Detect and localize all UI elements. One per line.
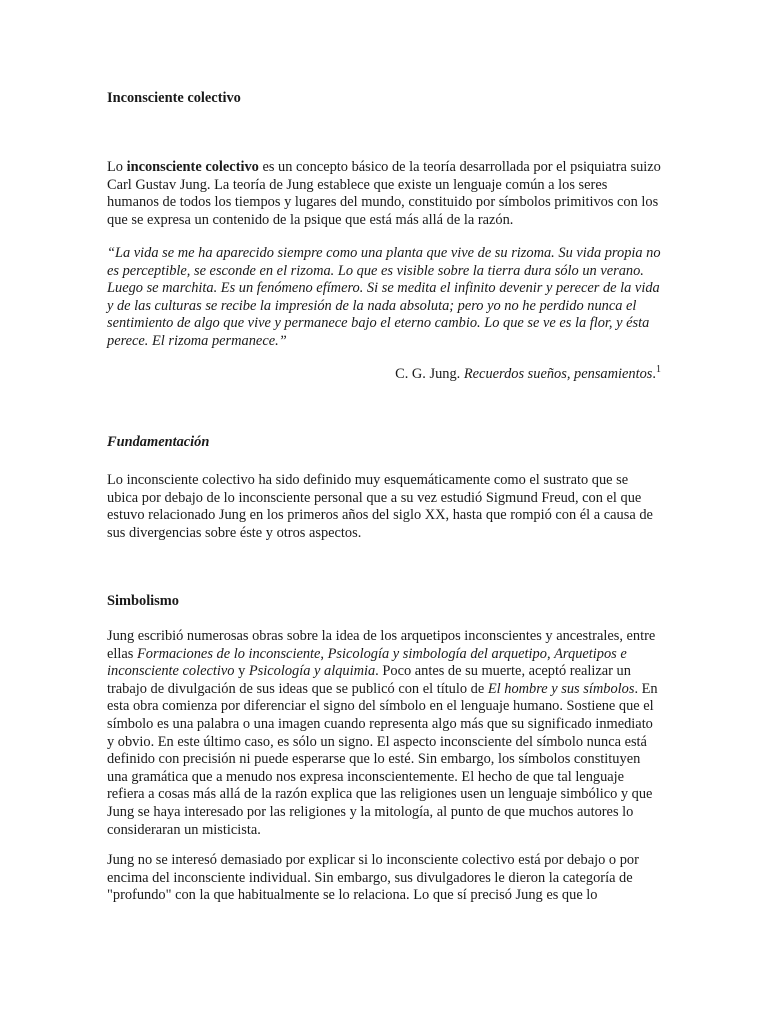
citation-work: Recuerdos sueños, pensamientos <box>463 366 653 382</box>
work-title: Psicología y simbología del arquetipo <box>327 645 547 662</box>
text-run: Jung escribió numerosas obras sobre la idea de los arquetipos inconscientes y ancestrales, entre ellas <box>107 628 656 662</box>
work-title: Arquetipos e inconsciente colectivo <box>107 645 627 680</box>
heading-fundamentacion: Fundamentación <box>107 434 210 450</box>
text-run: , <box>320 645 328 662</box>
work-title: El hombre y sus símbolos <box>487 680 635 697</box>
text-run: . En esta obra comienza por diferenciar el signo del símbolo en el lenguaje humano. Sostiene que el símbolo es una palabra o una imagen cuando representa algo más que su significado inmediato y obvio. En este último caso, es sólo un signo. El aspecto inconsciente del símbolo nunca está definido con precisión ni puede esperarse que lo esté. Sin embargo, los símbolos constituyen una gramática que a menudo nos expresa inconscientemente. El hecho de que tal lenguaje refiera a cosas más allá de la razón explica que las religiones usen un lenguaje simbólico y que Jung se haya interesado por las religiones y la mitología, al punto de que muchos autores lo consideraran un misticista. <box>107 680 658 838</box>
quote-citation <box>395 366 661 384</box>
intro-paragraph <box>107 159 662 229</box>
heading-simbolismo: Simbolismo <box>107 593 179 609</box>
fundamentacion-paragraph: Lo inconsciente colectivo ha sido definido muy esquemáticamente como el sustrato que se ubica por debajo de lo inconsciente personal que a su vez estudió Sigmund Freud, con el que estuvo relacionado Jung en los primeros años del siglo XX, hasta que rompió con él a causa de sus divergencias sobre éste y otros aspectos. <box>107 472 653 541</box>
intro-term: inconsciente colectivo <box>126 159 259 175</box>
simbolismo-paragraph-2: Jung no se interesó demasiado por explicar si lo inconsciente colectivo está por debajo o por encima del inconsciente individual. Sin embargo, sus divulgadores le dieron la categoría de "profundo" con la que habitualmente se lo relaciona. Lo que sí precisó Jung es que lo <box>107 852 639 904</box>
jung-quote: “La vida se me ha aparecido siempre como una planta que vive de su rizoma. Su vida propia no es perceptible, se esconde en el rizoma. Lo que es visible sobre la tierra dura sólo un verano. Luego se marchita. Es un fenómeno efímero. Si se medita el infinito devenir y perecer de la vida y de las culturas se recibe la impresión de la nada absoluta; pero yo no he perdido nunca el sentimiento de algo que vive y permanece bajo el eterno cambio. Lo que se ve es la flor, y ésta perece. El rizoma permanece.” <box>107 245 661 349</box>
footnote-ref[interactable]: 1 <box>656 364 661 375</box>
text-run: . Poco antes de su muerte, aceptó realizar un trabajo de divulgación de sus ideas que se publicó con el título de <box>107 663 631 697</box>
text-run: y <box>234 663 249 680</box>
intro-lead: Lo <box>107 159 127 175</box>
work-title: Psicología y alquimia <box>248 663 376 680</box>
intro-rest: es un concepto básico de la teoría desarrollada por el psiquiatra suizo Carl Gustav Jung. La teoría de Jung establece que existe un lenguaje común a los seres humanos de todos los tiempos y lugares del mundo, constituido por símbolos primitivos con los que se expresa un contenido de la psique que está más allá de la razón. <box>107 159 661 228</box>
citation-period: . <box>652 366 656 382</box>
simbolismo-paragraph-1 <box>107 628 662 839</box>
work-title: Formaciones de lo inconsciente <box>136 645 321 662</box>
citation-author: C. G. Jung. <box>395 366 464 382</box>
text-run: , <box>546 645 555 662</box>
document-title: Inconsciente colectivo <box>107 90 241 106</box>
